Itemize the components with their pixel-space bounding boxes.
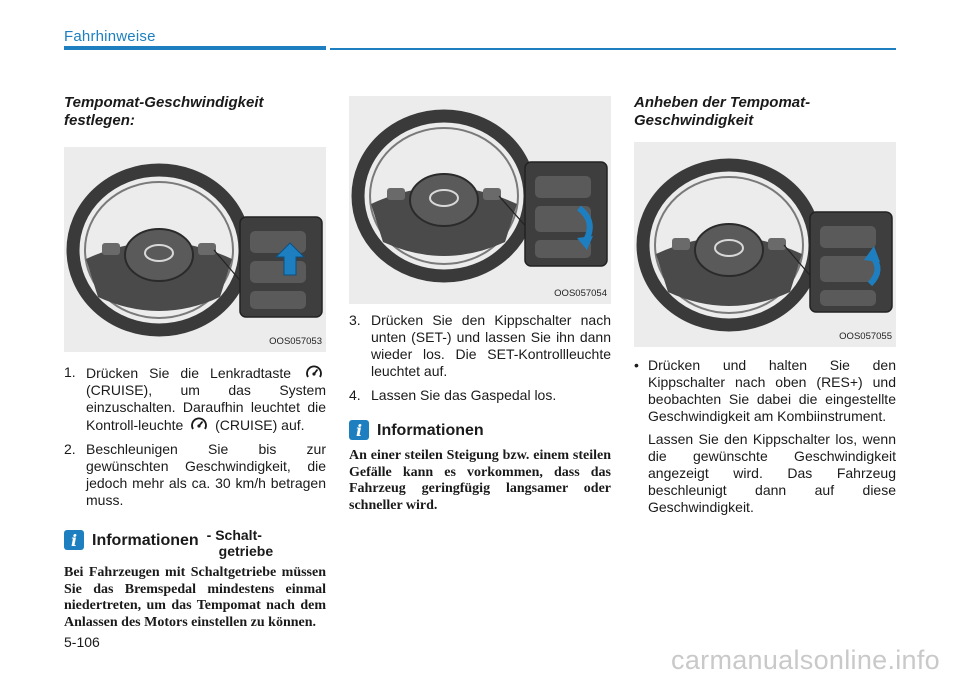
info-title-manual — [64, 521, 326, 559]
step-1-text-c: (CRUISE) auf. — [215, 417, 305, 433]
header-rule-thick — [64, 46, 326, 50]
info-body-manual: Bei Fahrzeugen mit Schaltgetriebe müssen Sie das Bremspedal mindestens einmal niedertreten, um das Tempomat nach dem Anlassen des Motors einstellen zu können. — [64, 565, 326, 630]
page-number: 5-106 — [64, 634, 100, 650]
step-number: 2. — [64, 441, 76, 457]
figure-code: OOS057054 — [554, 288, 607, 299]
bullet-res — [634, 357, 896, 425]
step-4-text: Lassen Sie das Gaspedal los. — [371, 387, 557, 403]
heading-increase-speed: Anheben der Tempomat-Geschwindigkeit — [634, 94, 811, 129]
step-number: 1. — [64, 364, 76, 380]
step-1 — [64, 364, 326, 434]
bullet-res-text: Drücken und halten Sie den Kippschalter nach oben (RES+) und beobachten Sie dabei die eingestellte Geschwindigkeit am Kombiinstrument. — [648, 357, 896, 424]
column-3 — [634, 94, 896, 516]
step-3-text: Drücken Sie den Kippschalter nach unten (SET-) und lassen Sie ihn dann wieder los. Die SET-Kontrollleuchte leuchtet auf. — [371, 312, 611, 379]
figure-code: OOS057053 — [269, 336, 322, 347]
column-2 — [349, 96, 611, 514]
bullet-dot: • — [634, 357, 639, 373]
heading-set-speed: Tempomat-Geschwindigkeit festlegen: — [64, 94, 264, 129]
info-icon: i — [64, 530, 84, 550]
step-1-text-a: Drücken Sie die Lenkradtaste — [86, 365, 291, 381]
step-number: 4. — [349, 387, 361, 403]
step-number: 3. — [349, 312, 361, 328]
info-subtitle-line-2: getriebe — [218, 543, 274, 559]
steering-wheel-illustration — [634, 142, 896, 347]
watermark: carmanualsonline.info — [671, 645, 940, 675]
step-2 — [64, 441, 326, 509]
info-title-slope — [349, 420, 611, 440]
figure-steering-wheel-cruise — [64, 147, 326, 352]
section-title: Fahrhinweise — [64, 28, 156, 45]
header-rule-thin — [330, 48, 896, 50]
steering-wheel-illustration — [349, 96, 611, 304]
info-body-slope: An einer steilen Steigung bzw. einem steilen Gefälle kann es vorkommen, dass das Fahrzeug geringfügig langsamer oder schneller wird. — [349, 448, 611, 513]
step-2-text: Beschleunigen Sie bis zur gewünschten Geschwindigkeit, die jedoch mehr als ca. 30 km/h betragen muss. — [86, 441, 326, 508]
figure-steering-wheel-res — [634, 142, 896, 347]
info-icon: i — [349, 420, 369, 440]
info-subtitle — [207, 527, 273, 559]
step-4 — [349, 387, 611, 404]
paragraph-release-text: Lassen Sie den Kippschalter los, wenn die gewünschte Geschwindigkeit angezeigt wird. Das Fahrzeug beschleunigt dann auf diese Geschwindigkeit. — [648, 431, 896, 515]
cruise-icon — [305, 364, 323, 382]
figure-steering-wheel-set — [349, 96, 611, 304]
column-1 — [64, 94, 326, 631]
figure-code: OOS057055 — [839, 331, 892, 342]
paragraph-release — [634, 431, 896, 516]
info-title-text: Informationen — [377, 421, 484, 439]
cruise-indicator-icon — [190, 416, 208, 434]
step-3 — [349, 312, 611, 380]
steering-wheel-illustration — [64, 147, 326, 352]
info-title-text: Informationen — [92, 531, 199, 549]
step-1-text-b: (CRUISE), um das System einzuschalten. Daraufhin leuchtet die Kontroll-leuchte — [86, 382, 326, 433]
info-subtitle-line-1: - Schalt- — [206, 527, 262, 543]
